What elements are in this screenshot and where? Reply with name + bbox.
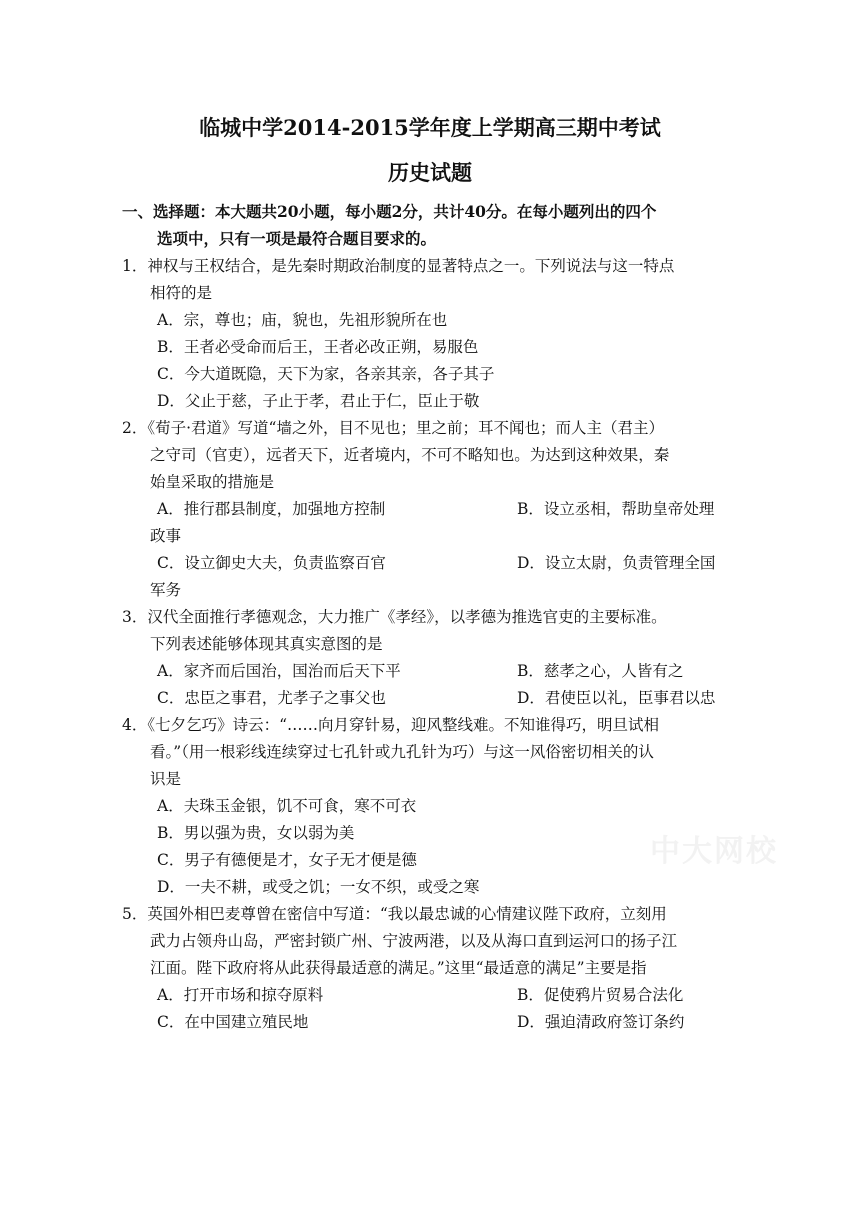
section-heading-line-2: 选项中，只有一项是最符合题目要求的。 [157, 229, 437, 248]
question-stem-line: 5．英国外相巴麦尊曾在密信中写道：“我以最忠诚的心情建议陛下政府，立刻用 [122, 905, 667, 923]
option-a: A．宗，尊也；庙，貌也，先祖形貌所在也 [157, 311, 448, 329]
option-d: D．强迫清政府签订条约 [517, 1013, 685, 1031]
option-d: D．君使臣以礼，臣事君以忠 [517, 689, 716, 707]
question-stem-line: 3．汉代全面推行孝德观念，大力推广《孝经》，以孝德为推选官吏的主要标准。 [122, 608, 667, 626]
option-d: D．一夫不耕，或受之饥；一女不织，或受之寒 [157, 878, 480, 896]
option-b: B．促使鸦片贸易合法化 [517, 986, 684, 1004]
option-d: D．父止于慈，子止于孝，君止于仁，臣止于敬 [157, 392, 480, 410]
option-a: A．打开市场和掠夺原料 [157, 986, 324, 1004]
question-stem-line: 1．神权与王权结合，是先秦时期政治制度的显著特点之一。下列说法与这一特点 [122, 257, 675, 275]
exam-title: 临城中学2014-2015学年度上学期高三期中考试 [199, 115, 661, 140]
option-b-continued: 政事 [150, 527, 182, 545]
option-b: B．设立丞相，帮助皇帝处理 [517, 500, 715, 518]
option-d: D．设立太尉，负责管理全国 [517, 554, 716, 572]
option-b: B．男以强为贵，女以弱为美 [157, 824, 355, 842]
question-stem-line: 相符的是 [150, 284, 213, 302]
option-c: C．男子有德便是才，女子无才便是德 [157, 851, 417, 869]
option-b: B．慈孝之心，人皆有之 [517, 662, 684, 680]
watermark: 中大网校 [650, 834, 778, 869]
option-c: C．忠臣之事君，尤孝子之事父也 [157, 689, 386, 707]
question-stem-line: 始皇采取的措施是 [150, 473, 275, 491]
question-stem-line: 4．《七夕乞巧》诗云：“……向月穿针易，迎风整线难。不知谁得巧，明旦试相 [122, 716, 660, 734]
question-stem-line: 下列表述能够体现其真实意图的是 [150, 635, 383, 653]
question-stem-line: 之守司（官吏），远者天下，近者境内，不可不略知也。为达到这种效果，秦 [150, 446, 670, 464]
question-stem-line: 看。”（用一根彩线连续穿过七孔针或九孔针为巧）与这一风俗密切相关的认 [150, 743, 654, 761]
option-c: C．今大道既隐，天下为家，各亲其亲，各子其子 [157, 365, 495, 383]
question-stem-line: 识是 [150, 770, 182, 788]
question-stem-line: 江面。陛下政府将从此获得最适意的满足。”这里“最适意的满足”主要是指 [150, 959, 647, 977]
section-heading-line-1: 一、选择题：本大题共20小题，每小题2分，共计40分。在每小题列出的四个 [122, 202, 657, 221]
question-stem-line: 武力占领舟山岛，严密封锁广州、宁波两港，以及从海口直到运河口的扬子江 [150, 932, 678, 950]
question-stem-line: 2．《荀子·君道》写道“墙之外，目不见也；里之前；耳不闻也；而人主（君主） [122, 419, 664, 437]
option-c: C．在中国建立殖民地 [157, 1013, 309, 1031]
subject-title: 历史试题 [388, 160, 472, 185]
option-c: C．设立御史大夫，负责监察百官 [157, 554, 386, 572]
option-a: A．夫珠玉金银，饥不可食，寒不可衣 [157, 797, 417, 815]
option-d-continued: 军务 [150, 581, 182, 599]
option-a: A．推行郡县制度，加强地方控制 [157, 500, 386, 518]
option-b: B．王者必受命而后王，王者必改正朔，易服色 [157, 338, 479, 356]
option-a: A．家齐而后国治，国治而后天下平 [157, 662, 401, 680]
